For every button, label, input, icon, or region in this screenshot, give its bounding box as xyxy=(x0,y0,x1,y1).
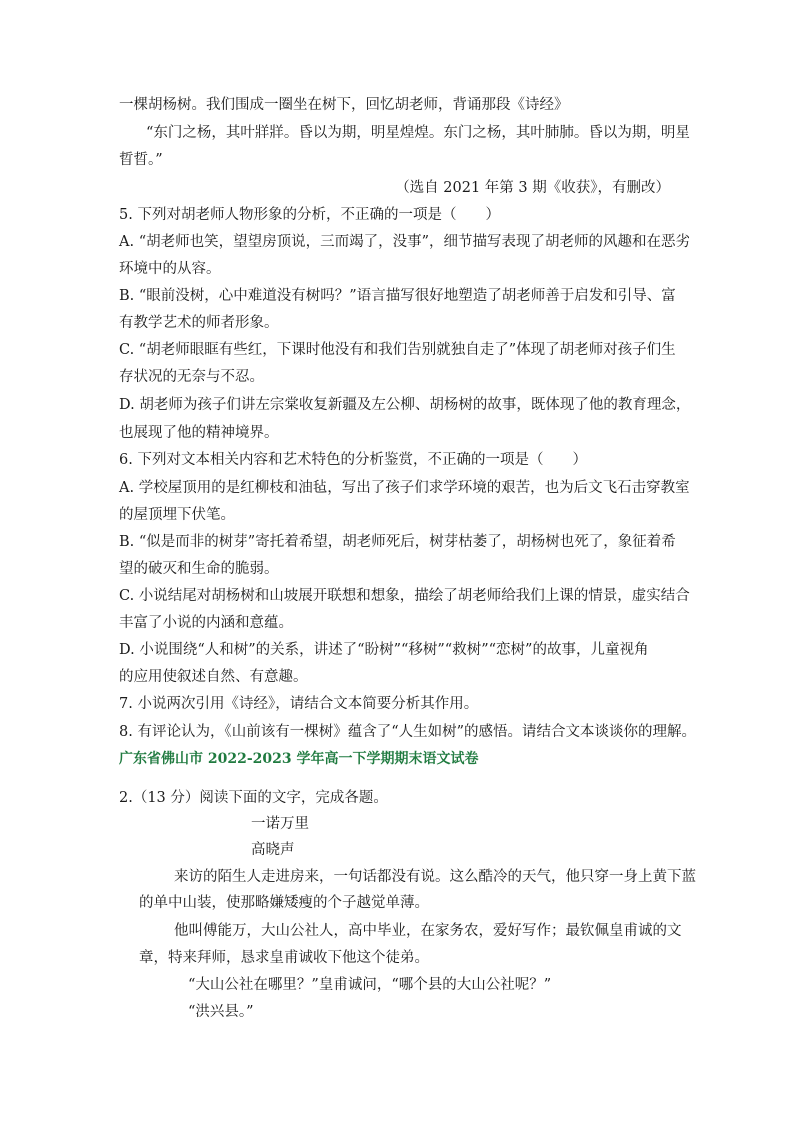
paragraph-2-line-1: 他叫傅能万，大山公社人，高中毕业，在家务农，爱好写作；最钦佩皇甫诚的文 xyxy=(174,923,682,939)
question-6-stem: 6. 下列对文本相关内容和艺术特色的分析鉴赏，不正确的一项是（ ） xyxy=(119,452,587,468)
q5-option-a-cont: 环境中的从容。 xyxy=(119,261,221,277)
question-2-intro: 2.（13 分）阅读下面的文字，完成各题。 xyxy=(119,790,388,806)
q5-option-a: A. “胡老师也笑，望望房顶说，三而竭了，没事”，细节描写表现了胡老师的风趣和在恶劣 xyxy=(119,234,691,250)
q5-option-c: C. “胡老师眼眶有些红，下课时他没有和我们告别就独自走了”体现了胡老师对孩子们生 xyxy=(119,342,676,358)
q5-option-c-cont: 存状况的无奈与不忍。 xyxy=(119,369,264,385)
q6-option-b: B. “似是而非的树芽”寄托着希望，胡老师死后，树芽枯萎了，胡杨树也死了，象征着希 xyxy=(119,534,676,550)
article-title: 一诺万里 xyxy=(251,816,309,832)
q6-option-c-cont: 丰富了小说的内涵和意蕴。 xyxy=(119,615,293,631)
dialogue-line-1: “大山公社在哪里？”皇甫诚问，“哪个县的大山公社呢？” xyxy=(188,977,552,993)
article-author: 高晓声 xyxy=(251,842,295,858)
q6-option-a-cont: 的屋顶埋下伏笔。 xyxy=(119,507,235,523)
q6-option-c: C. 小说结尾对胡杨树和山坡展开联想和想象，描绘了胡老师给我们上课的情景，虚实结合 xyxy=(119,588,690,604)
source-citation: （选自 2021 年第 3 期《收获》，有删改） xyxy=(395,180,670,196)
question-5-stem: 5. 下列对胡老师人物形象的分析，不正确的一项是（ ） xyxy=(119,207,500,223)
q5-option-d: D. 胡老师为孩子们讲左宗棠收复新疆及左公柳、胡杨树的故事，既体现了他的教育理念， xyxy=(119,397,691,413)
dialogue-line-2: “洪兴县。” xyxy=(188,1004,254,1020)
q5-option-b-cont: 有教学艺术的师者形象。 xyxy=(119,315,279,331)
q6-option-d: D. 小说围绕“人和树”的关系，讲述了“盼树”“移树”“救树”“恋树”的故事，儿童视角 xyxy=(119,642,649,658)
q6-option-b-cont: 望的破灭和生命的脆弱。 xyxy=(119,561,279,577)
section-heading: 广东省佛山市 2022-2023 学年高一下学期期末语文试卷 xyxy=(119,751,479,767)
poem-line-1: “东门之杨，其叶牂牂。昏以为期，明星煌煌。东门之杨，其叶肺肺。昏以为期，明星 xyxy=(146,125,690,141)
poem-line-2: 晢晢。” xyxy=(119,152,163,168)
q6-option-a: A. 学校屋顶用的是红柳枝和油毡，写出了孩子们求学环境的艰苦，也为后文飞石击穿教室 xyxy=(119,480,690,496)
paragraph-1-line-1: 来访的陌生人走进房来，一句话都没有说。这么酷冷的天气，他只穿一身上黄下蓝 xyxy=(174,869,696,885)
paragraph-1-line-2: 的单中山装，使那略嫌矮瘦的个子越觉单薄。 xyxy=(139,895,429,911)
q6-option-d-cont: 的应用使叙述自然、有意趣。 xyxy=(119,669,308,685)
q5-option-d-cont: 也展现了他的精神境界。 xyxy=(119,425,279,441)
q5-option-b: B. “眼前没树，心中难道没有树吗？”语言描写很好地塑造了胡老师善于启发和引导、富 xyxy=(119,288,676,304)
paragraph-2-line-2: 章，特来拜师，恳求皇甫诚收下他这个徒弟。 xyxy=(139,950,429,966)
question-7: 7. 小说两次引用《诗经》，请结合文本简要分析其作用。 xyxy=(119,696,479,712)
passage-end-line: 一棵胡杨树。我们围成一圈坐在树下，回忆胡老师，背诵那段《诗经》 xyxy=(119,97,569,113)
question-8: 8. 有评论认为，《山前该有一棵树》蕴含了“人生如树”的感悟。请结合文本谈谈你的理解。 xyxy=(119,724,697,740)
